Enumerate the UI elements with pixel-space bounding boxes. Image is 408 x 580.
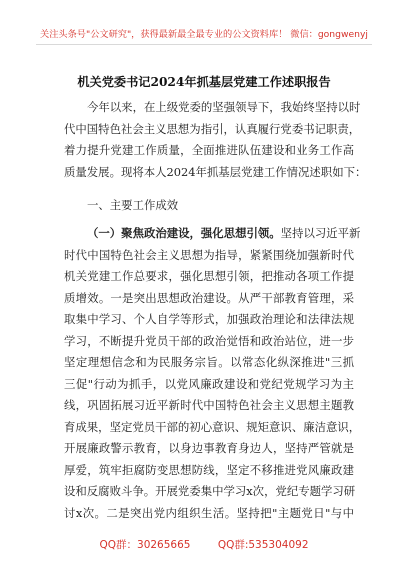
para-line: 坚定理想信念和为民服务宗旨。以常态化纵深推进"三抓 — [64, 355, 354, 369]
para-line: 质增效。一是突出思想政治建设。从严干部教育管理，采 — [64, 290, 354, 305]
para-line: 三促"行动为抓手，以党风廉政建设和党纪党规学习为主 — [64, 376, 354, 391]
qq-group-2: QQ群:535304092 — [217, 539, 309, 551]
subheading: （一）聚焦政治建设，强化思想引领。 — [87, 226, 281, 240]
para-first-line-rest: 坚持以习近平新 — [280, 226, 361, 240]
intro-line: 质量发展。现将本人2024年抓基层党建工作情况述职如下： — [64, 164, 367, 179]
qq-group-1: QQ群：30265665 — [99, 539, 191, 551]
document-title: 机关党委书记2024年抓基层党建工作述职报告 — [77, 75, 331, 89]
intro-line: 代中国特色社会主义思想为指引，认真履行党委书记职责， — [64, 121, 361, 136]
section-heading: 一、主要工作成效 — [87, 198, 179, 212]
para-line: 开展廉政警示教育，以身边事教育身边人，坚持严管就是 — [64, 441, 354, 455]
intro-line: 着力提升党建工作质量，全面推进队伍建设和业务工作高 — [64, 143, 354, 157]
para-line: 育成果，坚定党员干部的初心意识、规矩意识、廉洁意识， — [64, 419, 361, 434]
para-line: 厚爱，筑牢拒腐防变思想防线，坚定不移推进党风廉政建 — [64, 462, 354, 477]
para-line: 取集中学习、个人自学等形式，加强政治理论和法律法规 — [64, 312, 354, 326]
para-line: 设和反腐败斗争。开展党委集中学习x次，党纪专题学习研 — [64, 484, 356, 498]
header-banner: 关注头条号"公文研究"，获得最新最全最专业的公文资料库！ 微信：gongwenyj — [40, 29, 368, 40]
para-line: 线，巩固拓展习近平新时代中国特色社会主义思想主题教 — [64, 398, 354, 412]
intro-paragraph — [64, 97, 367, 183]
section-heading-block — [64, 195, 354, 217]
intro-line: 今年以来，在上级党委的坚强领导下，我始终坚持以时 — [87, 100, 361, 114]
body-paragraph — [64, 223, 361, 524]
para-line: 机关党建工作总要求，强化思想引领，把推动各项工作提 — [64, 269, 354, 283]
footer-contact — [0, 537, 408, 552]
para-line: 讨x次。二是突出党内组织生活。坚持把"主题党日"与中 — [64, 505, 354, 520]
para-line: 时代中国特色社会主义思想为指导，紧紧围绕加强新时代 — [64, 247, 354, 262]
para-line: 学习，不断提升党员干部的政治觉悟和政治站位，进一步 — [64, 333, 354, 348]
header-divider — [36, 44, 372, 45]
para-first-line — [64, 223, 361, 245]
